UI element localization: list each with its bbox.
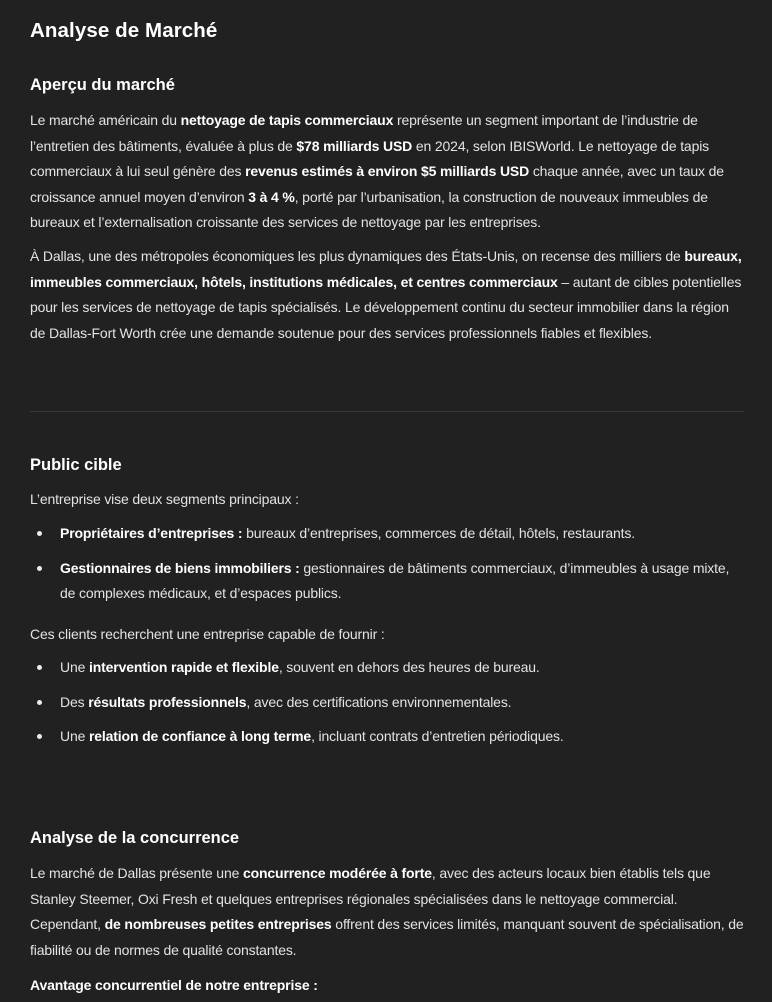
page-title: Analyse de Marché <box>30 19 218 42</box>
needs-list <box>30 655 744 750</box>
section-heading-target-audience: Public cible <box>30 456 122 474</box>
list-item: Des résultats professionnels, avec des certifications environnementales. <box>30 690 744 716</box>
list-item: Une intervention rapide et flexible, souvent en dehors des heures de bureau. <box>30 655 744 681</box>
list-item: Propriétaires d’entreprises : bureaux d’entreprises, commerces de détail, hôtels, restaurants. <box>30 521 744 547</box>
segments-list <box>30 521 744 607</box>
target-audience-intro: L’entreprise vise deux segments principaux : <box>30 491 299 507</box>
competitive-advantage-label: Avantage concurrentiel de notre entreprise : <box>30 977 318 993</box>
section-heading-competition: Analyse de la concurrence <box>30 829 240 847</box>
target-audience-intro-2: Ces clients recherchent une entreprise capable de fournir : <box>30 626 385 642</box>
list-item: Une relation de confiance à long terme, incluant contrats d’entretien périodiques. <box>30 724 744 750</box>
section-divider <box>30 411 744 412</box>
market-overview-paragraph-1: Le marché américain du nettoyage de tapis commerciaux représente un segment important de l’industrie de l’entretien des bâtiments, évaluée à plus de $78 milliards USD en 2024, selon IBISWorld. Le nettoyage de tapis commerciaux à lui seul génère des revenus estimés à environ $5 milliards USD chaque année, avec un taux de croissance annuel moyen d’environ 3 à 4 %, porté par l’urbanisation, la construction de nouveaux immeubles de bureaux et l’externalisation croissante des services de nettoyage par les entreprises. <box>30 112 724 230</box>
section-heading-market-overview: Aperçu du marché <box>30 76 175 94</box>
competition-paragraph: Le marché de Dallas présente une concurrence modérée à forte, avec des acteurs locaux bien établis tels que Stanley Steemer, Oxi Fresh et quelques entreprises régionales spécialisées dans le nettoyage commercial. Cependant, de nombreuses petites entreprises offrent des services limités, manquant souvent de spécialisation, de fiabilité ou de normes de qualité constantes. <box>30 865 744 958</box>
list-item: Gestionnaires de biens immobiliers : gestionnaires de bâtiments commerciaux, d’immeubles à usage mixte, de complexes médicaux, et d’espaces publics. <box>30 556 744 607</box>
market-overview-paragraph-2: À Dallas, une des métropoles économiques les plus dynamiques des États-Unis, on recense des milliers de bureaux, immeubles commerciaux, hôtels, institutions médicales, et centres commerciaux – autant de cibles potentielles pour les services de nettoyage de tapis spécialisés. Le développement continu du secteur immobilier dans la région de Dallas-Fort Worth crée une demande soutenue pour des services professionnels fiables et flexibles. <box>30 248 742 341</box>
